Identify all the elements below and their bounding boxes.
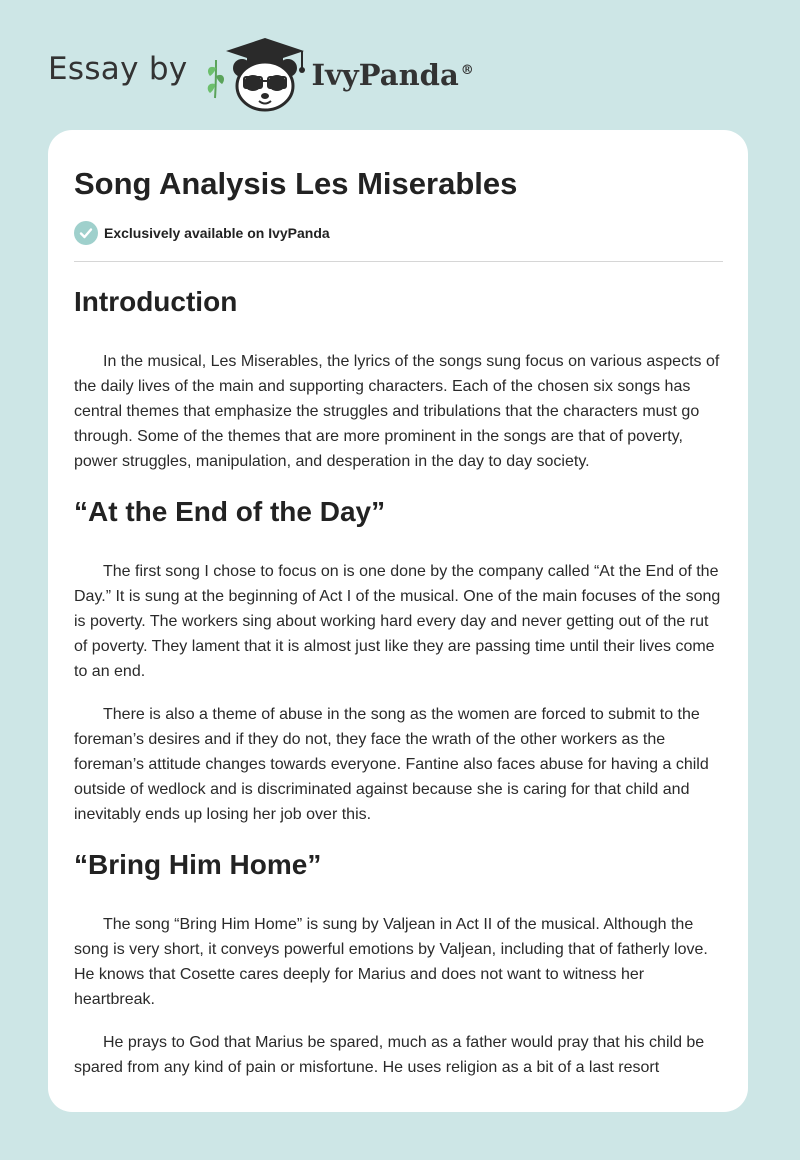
badge-text: Exclusively available on IvyPanda <box>104 225 330 241</box>
section-heading-end-of-day: “At the End of the Day” <box>74 496 386 527</box>
exclusive-badge <box>74 221 330 245</box>
paragraph: The first song I chose to focus on is one done by the company called “At the End of the Day.” It is sung at the beginning of Act I of the musical. One of the main focuses of the song is poverty. The workers sing about working hard every day and never getting out of the rut of poverty. They lament that it is almost just like they are passing time until their lives come to an end. <box>74 563 721 680</box>
section-heading-introduction: Introduction <box>74 286 238 317</box>
paragraph: There is also a theme of abuse in the song as the women are forced to submit to the foreman’s desires and if they do not, they face the wrath of the other workers as the foreman’s attitude changes towards everyone. Fantine also faces abuse for having a child outside of wedlock and is discriminated against because she is caring for that child and inevitably ends up losing her job over this. <box>74 706 709 823</box>
paragraph: The song “Bring Him Home” is sung by Valjean in Act II of the musical. Although the song is very short, it conveys powerful emotions by Valjean, including that of fatherly love. He knows that Cosette cares deeply for Marius and does not want to witness her heartbreak. <box>74 916 708 1008</box>
check-circle-icon <box>74 221 98 245</box>
brand-header <box>48 34 474 114</box>
essay-title: Song Analysis Les Miserables <box>74 166 518 201</box>
essay-body <box>74 280 723 1080</box>
divider <box>74 261 723 262</box>
essay-card <box>48 130 748 1112</box>
paragraph: In the musical, Les Miserables, the lyrics of the songs sung focus on various aspects of the daily lives of the main and supporting characters. Each of the chosen six songs has central themes that emphasize the struggles and tribulations that the characters must go through. Some of the themes that are more prominent in the songs are that of poverty, power struggles, manipulation, and desperation in the day to day society. <box>74 353 720 470</box>
paragraph: He prays to God that Marius be spared, much as a father would pray that his child be spared from any kind of pain or misfortune. He uses religion as a bit of a last resort <box>74 1034 705 1076</box>
panda-logo-icon <box>222 36 308 112</box>
brand-prefix: Essay by <box>48 51 188 87</box>
brand-name: IvyPanda ® <box>311 58 474 92</box>
section-heading-bring-him-home: “Bring Him Home” <box>74 849 322 880</box>
